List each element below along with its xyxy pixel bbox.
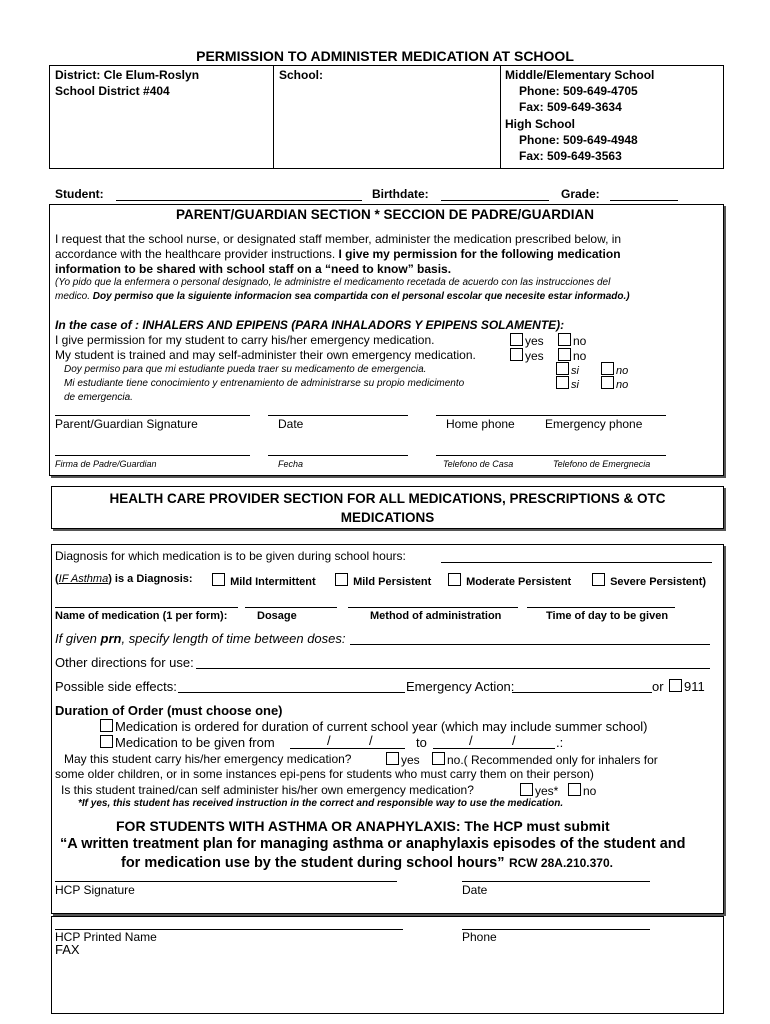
emergency-action-field[interactable]: [512, 692, 652, 693]
fax-label: FAX: [55, 942, 80, 957]
middle-school-fax: Fax: 509-649-3634: [519, 100, 622, 114]
asthma-requirement-line1: FOR STUDENTS WITH ASTHMA OR ANAPHYLAXIS: The HCP must submit: [116, 818, 610, 834]
selfadmin-si-option[interactable]: [556, 376, 579, 391]
asthma-diagnosis-row: [55, 573, 193, 585]
to-date-slash: /: [512, 733, 516, 748]
trained-question: Is this student trained/can self administer his/her own emergency medication?: [61, 783, 474, 797]
prn-label-post: , specify length of time between doses:: [121, 631, 346, 646]
parent-date-field[interactable]: [268, 415, 408, 416]
parent-phone-field-es[interactable]: [436, 455, 666, 456]
moderate-persistent-label: Moderate Persistent: [466, 576, 572, 588]
grade-label: Grade:: [561, 187, 600, 201]
parent-section-title: PARENT/GUARDIAN SECTION * SECCION DE PADRE/GUARDIAN: [175, 207, 595, 222]
parent-date-label-es: Fecha: [278, 459, 304, 469]
district-number: School District #404: [55, 84, 170, 98]
high-school-fax: Fax: 509-649-3563: [519, 149, 622, 163]
asthma-requirement-text: for medication use by the student during school hours”: [121, 855, 505, 871]
hcp-carry-yes-option[interactable]: [386, 752, 420, 767]
carry-no-es-checkbox[interactable]: [601, 362, 614, 375]
carry-no-checkbox[interactable]: [558, 333, 571, 346]
self-administer-question-es-line2: de emergencia.: [64, 392, 133, 403]
call-911-checkbox[interactable]: [669, 679, 682, 692]
asthma-diagnosis-label: ) is a Diagnosis:: [108, 573, 193, 585]
mild-intermittent-option[interactable]: [212, 573, 316, 588]
selfadmin-no-es-checkbox[interactable]: [601, 376, 614, 389]
self-administer-question: My student is trained and may self-administer their own emergency medication.: [55, 348, 476, 362]
emergency-action-label: Emergency Action:: [406, 679, 515, 694]
or-label: or: [652, 679, 664, 694]
parent-signature-field[interactable]: [55, 415, 250, 416]
carry-permission-question: I give permission for my student to carry his/her emergency medication.: [55, 333, 435, 347]
hcp-title-line2: MEDICATIONS: [340, 510, 435, 525]
call-911-option[interactable]: [669, 679, 705, 694]
home-phone-label: Home phone: [446, 417, 515, 431]
trained-no-label: no: [583, 784, 597, 798]
to-date-field[interactable]: [433, 748, 555, 749]
prn-field[interactable]: [350, 644, 710, 645]
prn-label-pre: If given: [55, 631, 101, 646]
hcp-title-line1: HEALTH CARE PROVIDER SECTION FOR ALL MEDICATIONS, PRESCRIPTIONS & OTC: [109, 491, 666, 506]
header-divider: [273, 65, 274, 169]
home-phone-label-es: Telefono de Casa: [443, 459, 514, 469]
trained-yes-option[interactable]: [520, 783, 558, 798]
to-date-end: .:: [556, 735, 564, 750]
trained-yes-label: yes*: [535, 784, 559, 798]
duration-title: Duration of Order (must choose one): [55, 703, 283, 718]
inhaler-heading: In the case of : INHALERS AND EPIPENS (PARA INHALADORS Y EPIPENS SOLAMENTE):: [55, 318, 565, 332]
page-title: PERMISSION TO ADMINISTER MEDICATION AT SCHOOL: [196, 48, 574, 64]
carry-permission-question-es: Doy permiso para que mi estudiante pueda traer su medicamento de emergencia.: [64, 364, 427, 375]
carry-yes-option[interactable]: [510, 333, 544, 348]
duration-to-label: to: [416, 735, 427, 750]
selfadmin-no-es-option[interactable]: [601, 376, 628, 391]
high-school-title: High School: [505, 117, 575, 131]
duration-from-label: Medication to be given from: [115, 735, 275, 750]
parent-permission-text: I give my permission for the following medication: [338, 247, 621, 261]
asthma-open-paren: (: [55, 573, 59, 585]
other-directions-label: Other directions for use:: [55, 655, 194, 670]
hcp-carry-no-label: no.( Recommended only for inhalers for: [447, 753, 658, 767]
prn-row: [55, 631, 346, 646]
from-date-field[interactable]: [290, 748, 405, 749]
side-effects-field[interactable]: [178, 692, 405, 693]
district-name: District: Cle Elum-Roslyn: [55, 68, 200, 82]
duration-school-year-option[interactable]: [100, 719, 648, 734]
parent-phone-field[interactable]: [436, 415, 666, 416]
duration-date-range-checkbox[interactable]: [100, 735, 113, 748]
parent-request-line2a: accordance with the healthcare provider instructions.: [55, 247, 336, 261]
diagnosis-label: Diagnosis for which medication is to be given during school hours:: [55, 549, 406, 563]
mild-persistent-checkbox[interactable]: [335, 573, 348, 586]
carry-no-es-label: no: [616, 365, 629, 377]
emergency-phone-label-es: Telefono de Emergnecia: [553, 459, 651, 469]
duration-school-year-label: Medication is ordered for duration of current school year (which may include summer school): [115, 719, 648, 734]
selfadmin-si-checkbox[interactable]: [556, 376, 569, 389]
parent-signature-label: Parent/Guardian Signature: [55, 417, 198, 431]
hcp-signature-label: HCP Signature: [55, 883, 135, 897]
hcp-date-label: Date: [462, 883, 488, 897]
selfadmin-no-option[interactable]: [558, 348, 586, 363]
grade-field[interactable]: [610, 200, 678, 201]
hcp-carry-yes-label: yes: [401, 753, 420, 767]
high-school-phone: Phone: 509-649-4948: [519, 133, 638, 147]
selfadmin-no-label: no: [573, 349, 587, 363]
hcp-carry-no-option[interactable]: [432, 752, 658, 767]
birthdate-label: Birthdate:: [372, 187, 429, 201]
asthma-requirement-line2: “A written treatment plan for managing asthma or anaphylaxis episodes of the student and: [60, 836, 686, 852]
duration-school-year-checkbox[interactable]: [100, 719, 113, 732]
hcp-signature-field[interactable]: [55, 881, 397, 882]
birthdate-field[interactable]: [441, 200, 549, 201]
carry-si-option[interactable]: [556, 362, 579, 377]
severe-persistent-label: Severe Persistent): [610, 576, 707, 588]
mild-intermittent-checkbox[interactable]: [212, 573, 225, 586]
parent-date-field-es[interactable]: [268, 455, 408, 456]
method-label: Method of administration: [370, 610, 502, 622]
hcp-carry-no-checkbox[interactable]: [432, 752, 445, 765]
header-divider: [500, 65, 501, 169]
prn-label-bold: prn: [100, 631, 122, 646]
school-label: School:: [279, 68, 323, 82]
selfadmin-no-checkbox[interactable]: [558, 348, 571, 361]
from-date-slash: /: [369, 733, 373, 748]
trained-yes-checkbox[interactable]: [520, 783, 533, 796]
carry-no-option[interactable]: [558, 333, 586, 348]
parent-signature-label-es: Firma de Padre/Guardian: [55, 459, 157, 469]
selfadmin-yes-checkbox[interactable]: [510, 348, 523, 361]
hcp-carry-yes-checkbox[interactable]: [386, 752, 399, 765]
carry-question: May this student carry his/her emergency medication?: [64, 752, 352, 766]
time-of-day-field[interactable]: [527, 607, 675, 608]
carry-si-label: si: [571, 365, 579, 377]
to-date-slash: /: [469, 733, 473, 748]
other-directions-field[interactable]: [196, 668, 710, 669]
diagnosis-field[interactable]: [441, 562, 712, 563]
mild-persistent-option[interactable]: [335, 573, 431, 588]
student-label: Student:: [55, 187, 104, 201]
rcw-citation: RCW 28A.210.370.: [508, 856, 613, 870]
call-911-label: 911: [684, 679, 705, 694]
parent-permission-line3: information to be shared with school staff on a “need to know” basis.: [55, 262, 452, 276]
hcp-date-field[interactable]: [462, 881, 650, 882]
parent-date-label: Date: [278, 417, 304, 431]
carry-si-checkbox[interactable]: [556, 362, 569, 375]
trained-no-option[interactable]: [568, 783, 596, 798]
spanish-permission-text: Doy permiso que la siguiente informacion sea compartida con el personal escolar que necesite estar informado.): [92, 291, 630, 302]
selfadmin-yes-option[interactable]: [510, 348, 544, 363]
method-field[interactable]: [348, 607, 518, 608]
carry-question-note: some older children, or in some instances epi-pens for students who must carry them on their person): [55, 767, 594, 781]
carry-no-es-option[interactable]: [601, 362, 628, 377]
medication-name-field[interactable]: [55, 607, 238, 608]
carry-no-label: no: [573, 334, 587, 348]
emergency-phone-label: Emergency phone: [545, 417, 643, 431]
duration-date-range-option[interactable]: [100, 735, 275, 750]
trained-footnote: *If yes, this student has received instruction in the correct and responsible way to use the medication.: [78, 798, 564, 809]
side-effects-label: Possible side effects:: [55, 679, 177, 694]
selfadmin-si-label: si: [571, 379, 579, 391]
parent-signature-field-es[interactable]: [55, 455, 250, 456]
middle-school-phone: Phone: 509-649-4705: [519, 84, 638, 98]
asthma-requirement-line3: [121, 854, 613, 872]
dosage-field[interactable]: [245, 607, 337, 608]
parent-request-line1: I request that the school nurse, or designated staff member, administer the medication prescribed below, in: [55, 232, 622, 246]
student-field[interactable]: [116, 200, 362, 201]
severe-persistent-option[interactable]: [592, 573, 706, 588]
from-date-slash: /: [327, 733, 331, 748]
severe-persistent-checkbox[interactable]: [592, 573, 605, 586]
dosage-label: Dosage: [257, 610, 297, 622]
mild-persistent-label: Mild Persistent: [353, 576, 432, 588]
selfadmin-yes-label: yes: [525, 349, 544, 363]
selfadmin-no-es-label: no: [616, 379, 629, 391]
spanish-request-line1: (Yo pido que la enfermera o personal designado, le administre el medicamento recetada de acuerdo con las instrucciones del: [55, 277, 611, 288]
trained-no-checkbox[interactable]: [568, 783, 581, 796]
spanish-request-line2a: medico.: [55, 291, 91, 302]
spanish-request-line2: [55, 291, 630, 302]
moderate-persistent-checkbox[interactable]: [448, 573, 461, 586]
parent-request-line2: [55, 247, 621, 261]
hcp-printed-name-label: HCP Printed Name: [55, 930, 157, 944]
middle-school-title: Middle/Elementary School: [505, 68, 655, 82]
mild-intermittent-label: Mild Intermittent: [230, 576, 316, 588]
if-asthma-label: IF Asthma: [58, 573, 109, 585]
moderate-persistent-option[interactable]: [448, 573, 571, 588]
carry-yes-label: yes: [525, 334, 544, 348]
time-of-day-label: Time of day to be given: [546, 610, 669, 622]
hcp-phone-label: Phone: [462, 930, 497, 944]
carry-yes-checkbox[interactable]: [510, 333, 523, 346]
medication-name-label: Name of medication (1 per form):: [55, 610, 228, 622]
self-administer-question-es: Mi estudiante tiene conocimiento y entrenamiento de administrarse su propio medicimento: [64, 378, 465, 389]
